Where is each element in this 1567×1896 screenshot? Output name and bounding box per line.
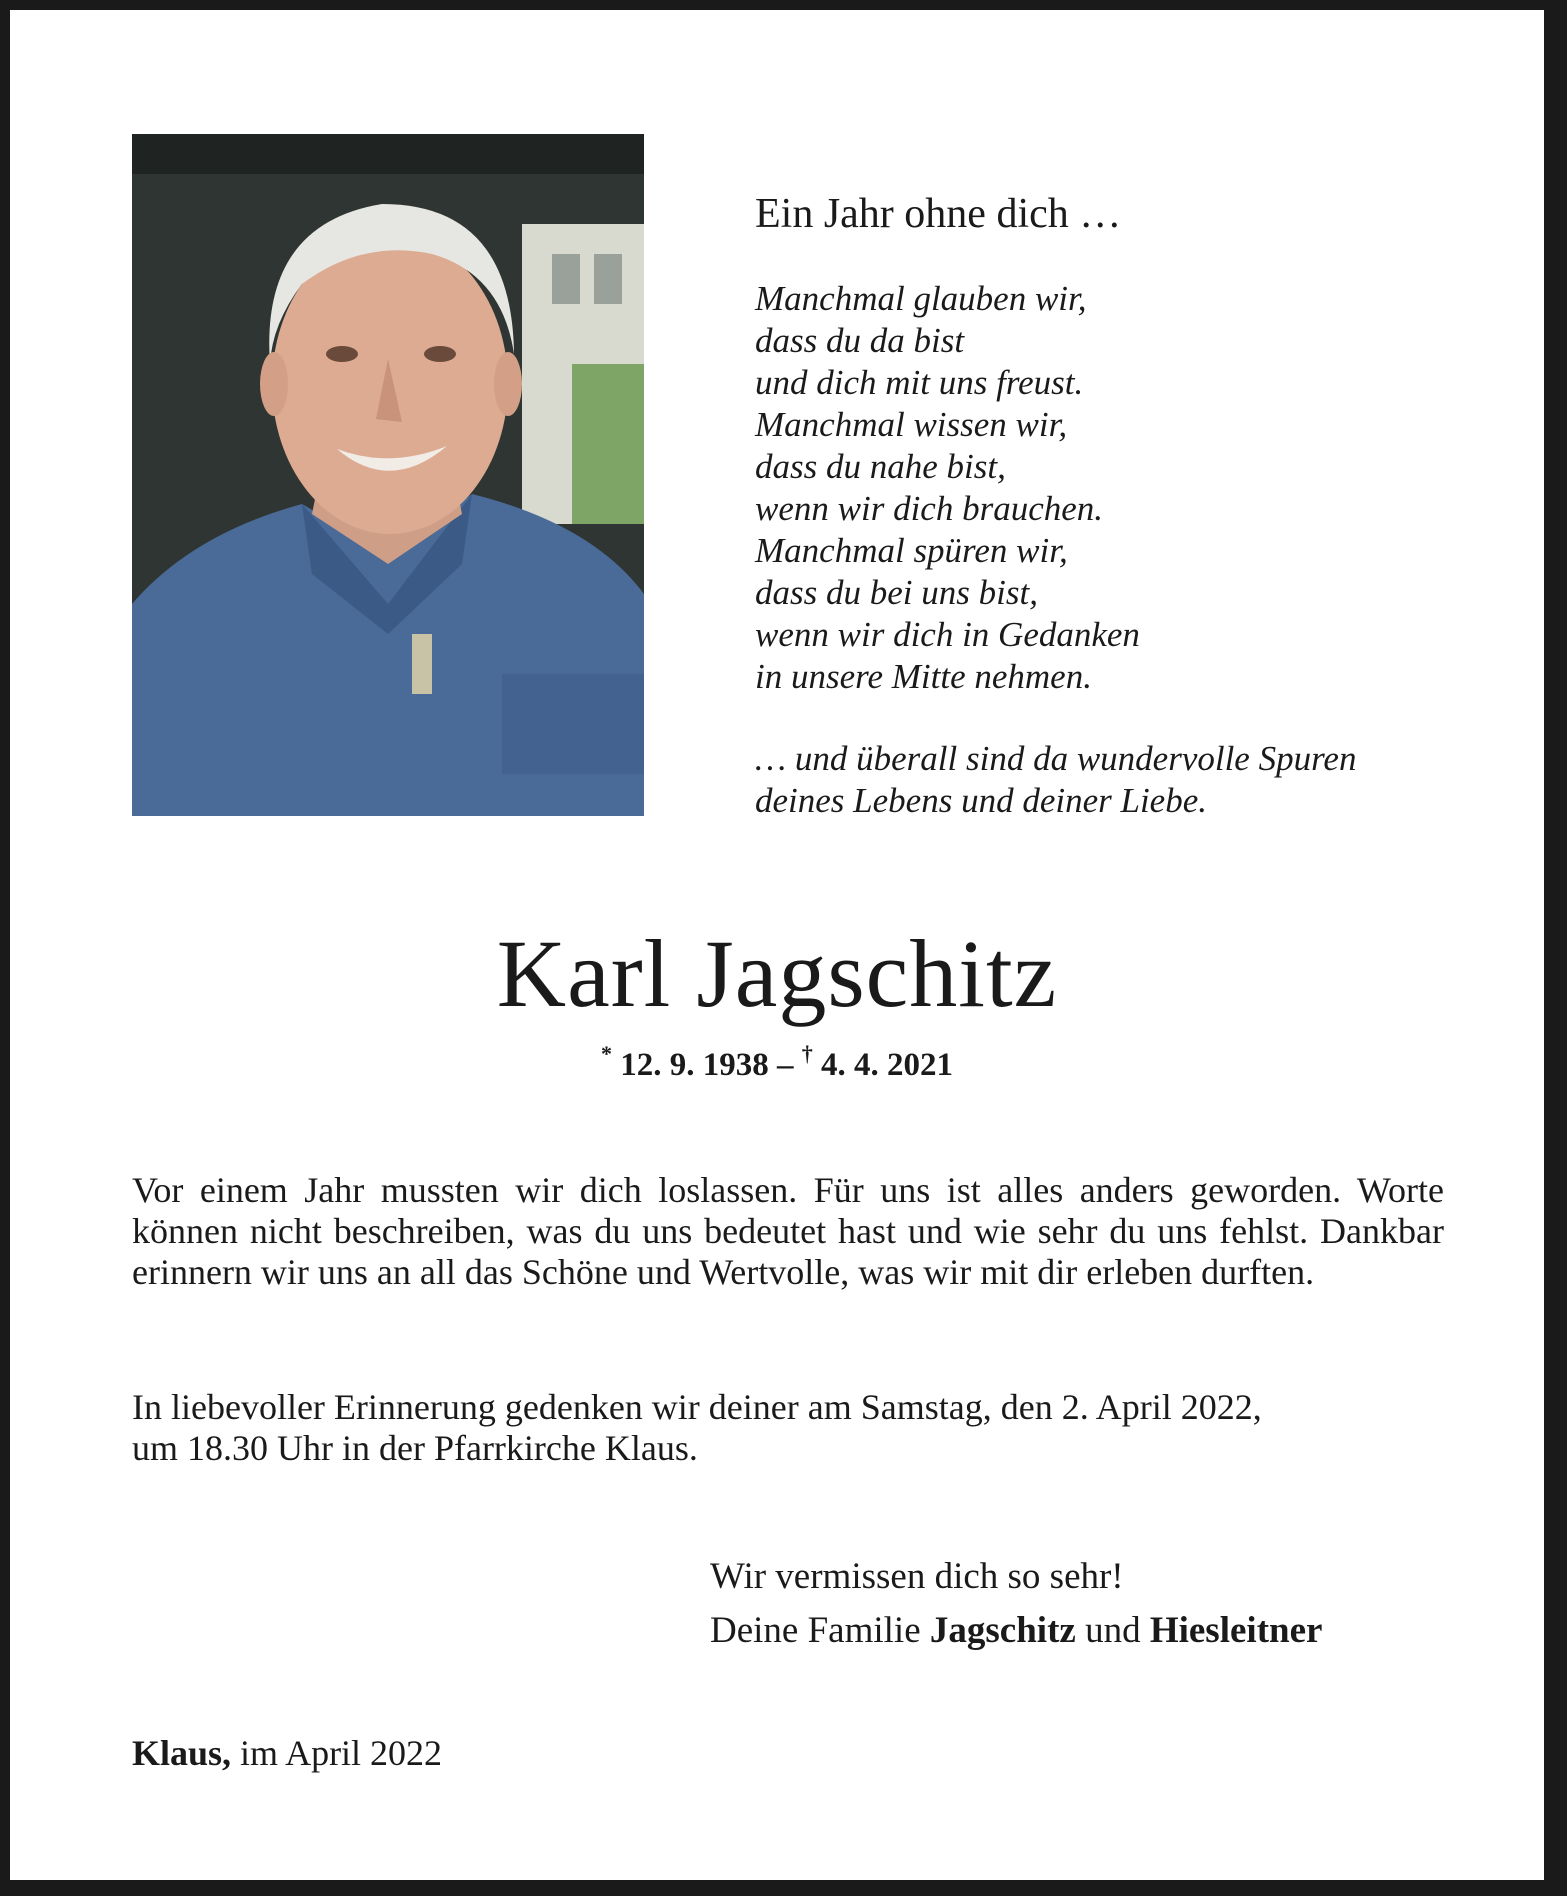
birth-symbol: * [601, 1041, 612, 1066]
poem-coda [755, 738, 1455, 822]
place-date: im April 2022 [240, 1733, 443, 1773]
poem-coda-line: deines Lebens und deiner Liebe. [755, 781, 1207, 820]
poem-stanza [755, 278, 1455, 698]
family-signature [710, 1604, 1322, 1658]
death-date: 4. 4. 2021 [821, 1047, 953, 1083]
birth-date: 12. 9. 1938 [620, 1047, 769, 1083]
poem-line: Manchmal wissen wir, [755, 405, 1068, 444]
death-symbol: † [801, 1041, 813, 1066]
portrait-photo [132, 134, 644, 816]
poem-line: in unsere Mitte nehmen. [755, 657, 1092, 696]
poem-line: dass du bei uns bist, [755, 573, 1038, 612]
service-line: um 18.30 Uhr in der Pfarrkirche Klaus. [132, 1428, 698, 1468]
poem-line: wenn wir dich in Gedanken [755, 615, 1140, 654]
poem-line: dass du nahe bist, [755, 447, 1006, 486]
poem-line: Manchmal glauben wir, [755, 279, 1087, 318]
poem-line: dass du da bist [755, 321, 965, 360]
portrait-image [132, 134, 644, 816]
family-name: Hiesleitner [1149, 1610, 1323, 1651]
date-separator: – [777, 1047, 794, 1083]
poem-line: wenn wir dich brauchen. [755, 489, 1104, 528]
closing-signature [710, 1550, 1322, 1658]
family-joiner: und [1085, 1610, 1141, 1651]
poem-line: Manchmal spüren wir, [755, 531, 1068, 570]
poem-title: Ein Jahr ohne dich … [755, 191, 1122, 237]
place-and-date [132, 1732, 442, 1774]
family-prefix: Deine Familie [710, 1610, 921, 1651]
memorial-poem [755, 190, 1455, 822]
memorial-paragraph: Vor einem Jahr mussten wir dich loslassen. Für uns ist alles anders geworden. Worte können nicht beschreiben, was du uns bedeutet hast und wie sehr du uns fehlst. Dankbar erinnern wir uns an all das Schöne und Wertvolle, was wir mit dir erleben durften. [132, 1170, 1444, 1292]
closing-line: Wir vermissen dich so sehr! [710, 1556, 1124, 1597]
poem-coda-line: … und überall sind da wundervolle Spuren [755, 739, 1357, 778]
life-dates [10, 1041, 1544, 1084]
deceased-name: Karl Jagschitz [496, 920, 1058, 1027]
service-line: In liebevoller Erinnerung gedenken wir deiner am Samstag, den 2. April 2022, [132, 1387, 1262, 1427]
poem-line: und dich mit uns freust. [755, 363, 1084, 402]
place-city: Klaus, [132, 1733, 232, 1773]
service-announcement [132, 1387, 1444, 1469]
family-name: Jagschitz [929, 1610, 1076, 1651]
obituary-page [7, 7, 1547, 1883]
